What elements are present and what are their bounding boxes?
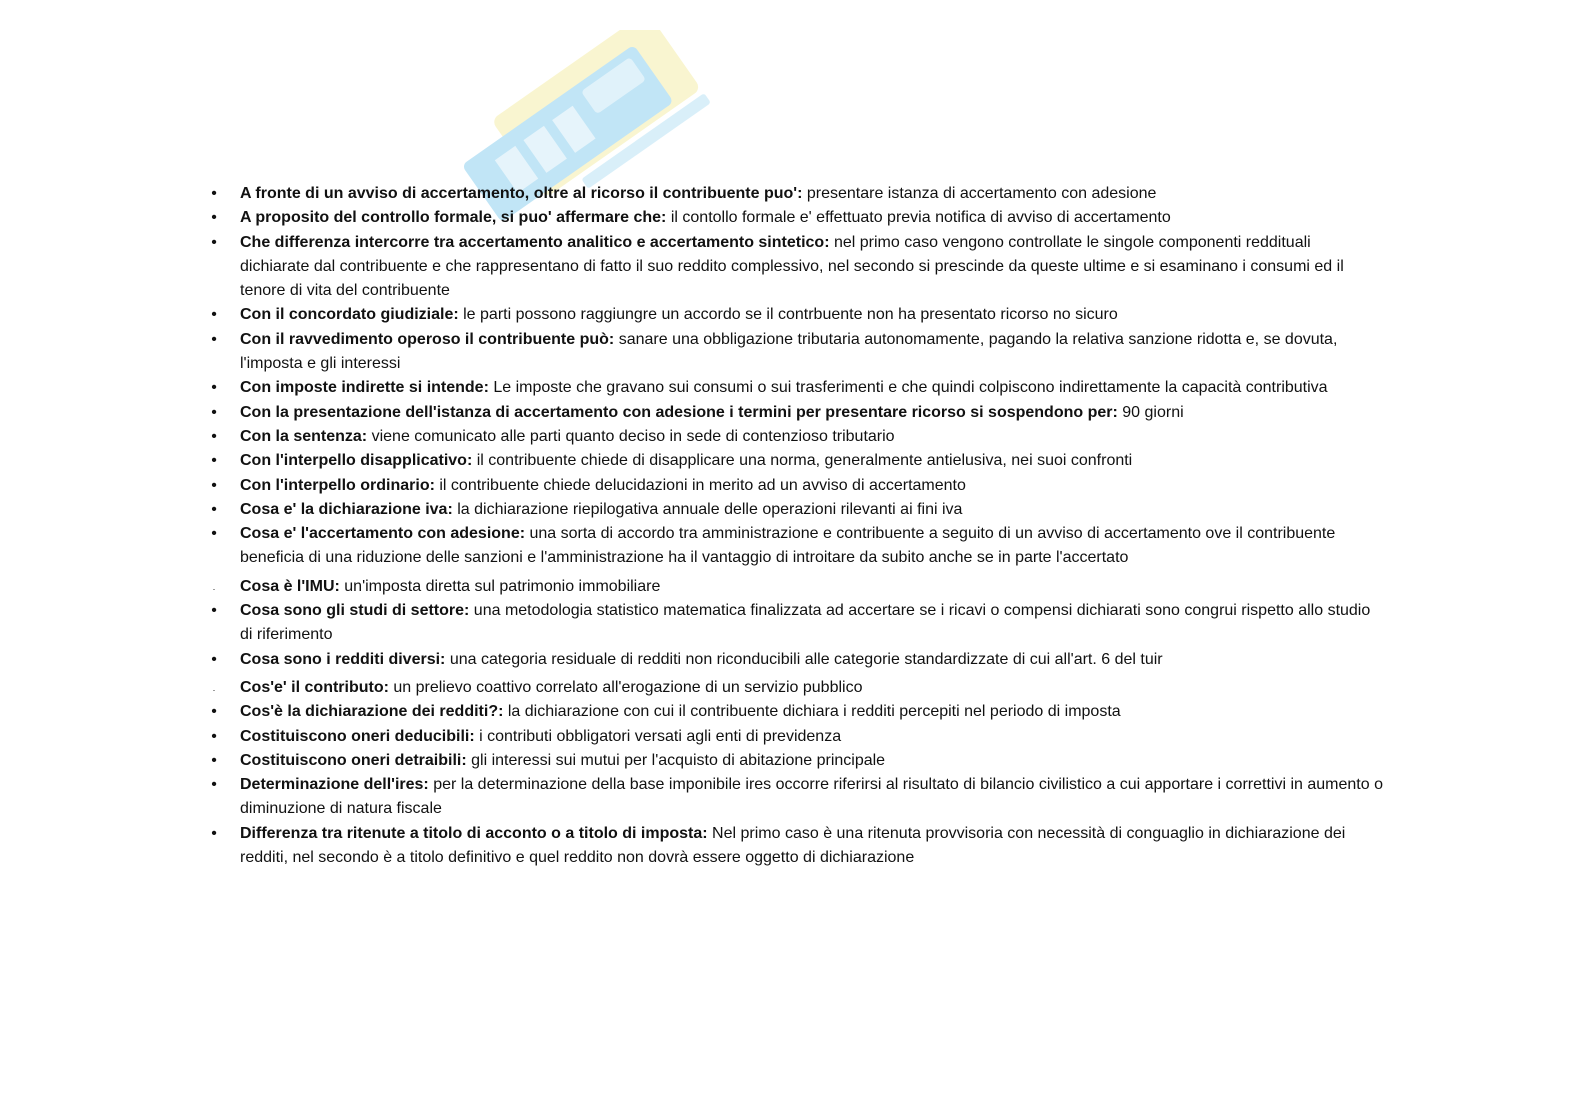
bullet-icon: • <box>211 452 217 470</box>
question-text: Con il concordato giudiziale: <box>240 306 459 324</box>
bullet-icon: • <box>211 703 217 721</box>
list-item <box>208 498 1383 522</box>
list-item <box>208 231 1383 304</box>
answer-text: una categoria residuale di redditi non riconducibili alle categorie standardizzate di cui all'art. 6 del tuir <box>445 650 1163 668</box>
list-item <box>208 648 1383 672</box>
question-text: A proposito del controllo formale, si puo' affermare che: <box>240 209 667 227</box>
answer-text: il contollo formale e' effettuato previa notifica di avviso di accertamento <box>666 209 1171 227</box>
question-text: Che differenza intercorre tra accertamento analitico e accertamento sintetico: <box>240 233 830 251</box>
bullet-icon: • <box>211 602 217 620</box>
question-text: Differenza tra ritenute a titolo di acconto o a titolo di imposta: <box>240 824 708 842</box>
question-text: Con imposte indirette si intende: <box>240 379 489 397</box>
bullet-icon: • <box>211 500 217 518</box>
list-item <box>208 676 1383 700</box>
list-item <box>208 725 1383 749</box>
question-text: Cosa e' la dichiarazione iva: <box>240 500 453 518</box>
question-text: Cos'è la dichiarazione dei redditi?: <box>240 703 504 721</box>
list-item <box>208 700 1383 724</box>
bullet-icon: • <box>211 776 217 794</box>
question-text: Con l'interpello ordinario: <box>240 476 435 494</box>
answer-text: 90 giorni <box>1117 403 1184 421</box>
list-item <box>208 575 1383 599</box>
list-item <box>208 599 1383 648</box>
answer-text: un prelievo coattivo correlato all'erogazione di un servizio pubblico <box>388 678 863 696</box>
bullet-icon: · <box>212 583 216 594</box>
bullet-icon: • <box>211 824 217 842</box>
answer-text: viene comunicato alle parti quanto deciso in sede di contenzioso tributario <box>367 427 895 445</box>
list-item <box>208 822 1383 871</box>
answer-text: gli interessi sui mutui per l'acquisto di abitazione principale <box>466 751 886 769</box>
bullet-icon: • <box>211 330 217 348</box>
list-item <box>208 303 1383 327</box>
answer-text: una sorta di accordo tra amministrazione e contribuente a seguito di un avviso di accertamento ove il contribuente beneficia di una riduzione delle sanzioni e l'amministrazione ha il vantaggio di introitare da subito anche se in parte l'accertato <box>240 525 1336 567</box>
bullet-icon: • <box>211 306 217 324</box>
question-text: Determinazione dell'ires: <box>240 776 429 794</box>
answer-text: sanare una obbligazione tributaria autonomamente, pagando la relativa sanzione ridotta e, se dovuta, l'imposta e gli interessi <box>240 330 1338 373</box>
question-text: Cosa sono gli studi di settore: <box>240 602 470 620</box>
question-text: Con l'interpello disapplicativo: <box>240 452 473 470</box>
bullet-icon: · <box>212 684 216 695</box>
answer-text: una metodologia statistico matematica finalizzata ad accertare se i ricavi o compensi dichiarati sono congrui rispetto allo studio di riferimento <box>240 602 1371 644</box>
list-item <box>208 522 1383 571</box>
answer-text: le parti possono raggiungre un accordo se il contrbuente non ha presentato ricorso no sicuro <box>458 306 1118 324</box>
answer-text: Nel primo caso è una ritenuta provvisoria con necessità di conguaglio in dichiarazione dei redditi, nel secondo è a titolo definitivo e quel reddito non dovrà essere oggetto di dichiarazione <box>240 824 1346 867</box>
list-item <box>208 425 1383 449</box>
list-item <box>208 749 1383 773</box>
question-text: Cosa è l'IMU: <box>240 577 340 595</box>
question-text: Cosa sono i redditi diversi: <box>240 650 446 668</box>
question-text: Con la presentazione dell'istanza di accertamento con adesione i termini per presentare ricorso si sospendono per: <box>240 403 1118 421</box>
bullet-icon: • <box>211 209 217 227</box>
answer-text: i contributi obbligatori versati agli enti di previdenza <box>474 727 842 745</box>
question-text: Cosa e' l'accertamento con adesione: <box>240 525 526 543</box>
list-item <box>208 328 1383 377</box>
list-item <box>208 773 1383 822</box>
bullet-icon: • <box>211 727 217 745</box>
answer-text: nel primo caso vengono controllate le singole componenti reddituali dichiarate dal contribuente e che rappresentano di fatto il suo reddito complessivo, nel secondo si prescinde da queste ultime e si esaminano i consumi ed il tenore di vita del contribuente <box>240 233 1344 300</box>
list-item <box>208 206 1383 230</box>
question-text: Con la sentenza: <box>240 427 368 445</box>
answer-text: la dichiarazione riepilogativa annuale delle operazioni rilevanti ai fini iva <box>452 500 963 518</box>
bullet-icon: • <box>211 427 217 445</box>
question-text: Con il ravvedimento operoso il contribuente può: <box>240 330 615 348</box>
answer-text: il contribuente chiede delucidazioni in merito ad un avviso di accertamento <box>434 476 966 494</box>
answer-text: la dichiarazione con cui il contribuente dichiara i redditi percepiti nel periodo di imposta <box>503 703 1121 721</box>
bullet-icon: • <box>211 185 217 202</box>
answer-text: per la determinazione della base imponibile ires occorre riferirsi al risultato di bilancio civilistico a cui apportare i correttivi in aumento o diminuzione di natura fiscale <box>240 776 1383 818</box>
list-item <box>208 474 1383 498</box>
list-item <box>208 449 1383 473</box>
bullet-icon: • <box>211 476 217 494</box>
bullet-icon: • <box>211 403 217 421</box>
bullet-icon: • <box>211 751 217 769</box>
qa-list <box>208 182 1383 870</box>
question-text: A fronte di un avviso di accertamento, oltre al ricorso il contribuente puo': <box>240 185 803 202</box>
list-item <box>208 376 1383 400</box>
bullet-icon: • <box>211 379 217 397</box>
bullet-icon: • <box>211 650 217 668</box>
answer-text: presentare istanza di accertamento con adesione <box>802 185 1157 202</box>
question-text: Cos'e' il contributo: <box>240 678 389 696</box>
answer-text: il contribuente chiede di disapplicare una norma, generalmente antielusiva, nei suoi confronti <box>472 452 1133 470</box>
answer-text: Le imposte che gravano sui consumi o sui trasferimenti e che quindi colpiscono indirettamente la capacità contributiva <box>488 379 1328 397</box>
answer-text: un'imposta diretta sul patrimonio immobiliare <box>339 577 661 595</box>
bullet-icon: • <box>211 233 217 251</box>
list-item <box>208 401 1383 425</box>
question-text: Costituiscono oneri detraibili: <box>240 751 467 769</box>
bullet-icon: • <box>211 525 217 543</box>
list-item <box>208 182 1383 206</box>
question-text: Costituiscono oneri deducibili: <box>240 727 475 745</box>
